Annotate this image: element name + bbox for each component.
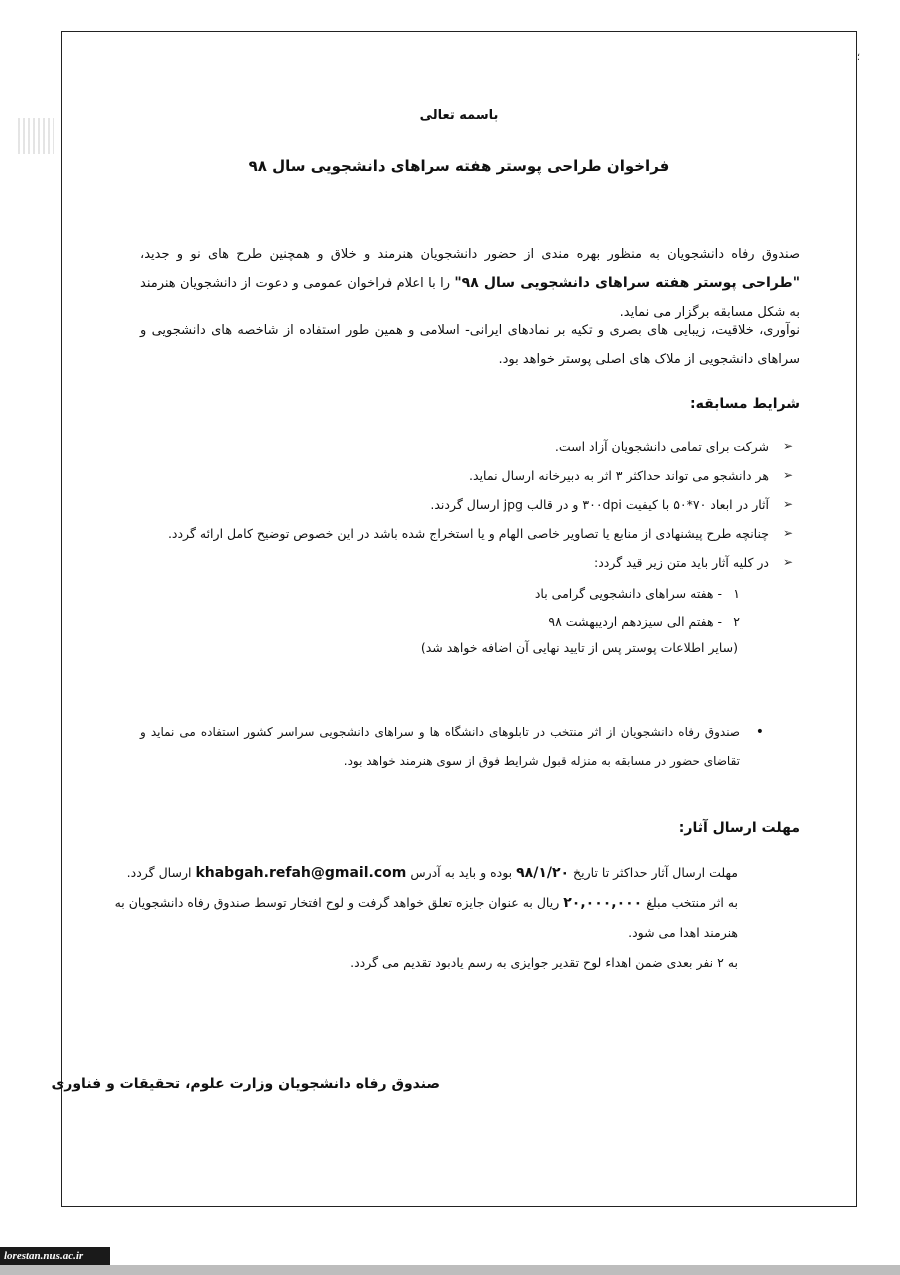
signature: صندوق رفاه دانشجویان وزارت علوم، تحقیقات و فناوری (51, 1076, 440, 1092)
list-item: ۱ - هفته سراهای دانشجویی گرامی باد (534, 586, 740, 601)
deadline-line: مهلت ارسال آثار حداکثر تا تاریخ ۹۸/۱/۲۰ بوده و باید به آدرس khabgah.refah@gmail.com ارسال گردد. (126, 865, 738, 881)
intro-paragraph (140, 240, 800, 327)
list-item: ➢ در کلیه آثار باید متن زیر قید گردد: (113, 548, 793, 577)
invocation-heading: باسمه تعالی (419, 108, 499, 123)
prize-amount: ۲۰,۰۰۰,۰۰۰ (563, 895, 643, 911)
list-item: ➢ شرکت برای تمامی دانشجویان آزاد است. (113, 432, 793, 461)
arrow-bullet-icon: ➢ (782, 439, 793, 453)
scan-artifact (18, 118, 54, 154)
criteria-paragraph: نوآوری، خلاقیت، زیبایی های بصری و تکیه بر نمادهای ایرانی- اسلامی و همین طور استفاده از شاخصه های دانشجویی و سراهای دانشجویی از ملاک های اصلی پوستر خواهد بود. (140, 323, 800, 367)
site-watermark: lorestan.nus.ac.ir (0, 1247, 110, 1265)
required-text-list (240, 580, 740, 636)
arrow-bullet-icon: ➢ (782, 555, 793, 569)
corner-mark: ؛ (856, 52, 860, 63)
conditions-heading: شرایط مسابقه: (690, 396, 800, 412)
bottom-strip (0, 1265, 900, 1275)
arrow-bullet-icon: ➢ (782, 497, 793, 511)
poster-info-note: (سایر اطلاعات پوستر پس از تایید نهایی آن اضافه خواهد شد) (420, 640, 738, 655)
deadline-heading: مهلت ارسال آثار: (678, 820, 800, 836)
conditions-list (113, 432, 793, 577)
intro-text-2: را با اعلام فراخوان عمومی و دعوت از دانشجویان هنرمند به شکل مسابقه برگزار می نماید. (140, 276, 800, 320)
usage-note: • صندوق رفاه دانشجویان از اثر منتخب در تابلوهای دانشگاه ها و سراهای دانشجویی سراسر کشور استفاده می نماید و تقاضای حضور در مسابقه به منزله قبول شرایط فوق از سوی هنرمند خواهد بود. (140, 718, 740, 776)
list-item: ➢ چنانچه طرح پیشنهادی از منابع یا تصاویر خاصی الهام و یا استخراج شده باشد در این خصوص توضیح کامل ارائه گردد. (113, 519, 793, 548)
arrow-bullet-icon: ➢ (782, 526, 793, 540)
deadline-section (98, 858, 738, 978)
intro-bold-title: "طراحی پوستر هفته سراهای دانشجویی سال ۹۸" (454, 275, 800, 291)
list-item: ➢ آثار در ابعاد ۷۰*۵۰ با کیفیت ۳۰۰dpi و در قالب jpg ارسال گردند. (113, 490, 793, 519)
dot-bullet-icon: • (755, 724, 764, 740)
prize-line: به اثر منتخب مبلغ ۲۰,۰۰۰,۰۰۰ ریال به عنوان جایزه تعلق خواهد گرفت و لوح افتخار توسط صندوق رفاه دانشجویان به هنرمند اهدا می شود. (114, 895, 738, 940)
deadline-date: ۹۸/۱/۲۰ (516, 865, 570, 881)
list-item: ۲ - هفتم الی سیزدهم اردیبهشت ۹۸ (548, 614, 740, 629)
arrow-bullet-icon: ➢ (782, 468, 793, 482)
document-title: فراخوان طراحی پوستر هفته سراهای دانشجویی سال ۹۸ (248, 157, 670, 175)
submission-email: khabgah.refah@gmail.com (195, 865, 407, 881)
runner-up-line: به ۲ نفر بعدی ضمن اهداء لوح تقدیر جوایزی به رسم یادبود تقدیم می گردد. (350, 955, 738, 970)
list-item: ➢ هر دانشجو می تواند حداکثر ۳ اثر به دبیرخانه ارسال نماید. (113, 461, 793, 490)
intro-text-1: صندوق رفاه دانشجویان به منظور بهره مندی از حضور دانشجویان هنرمند و خلاق و همچنین طرح های نو و جدید، (140, 247, 800, 262)
